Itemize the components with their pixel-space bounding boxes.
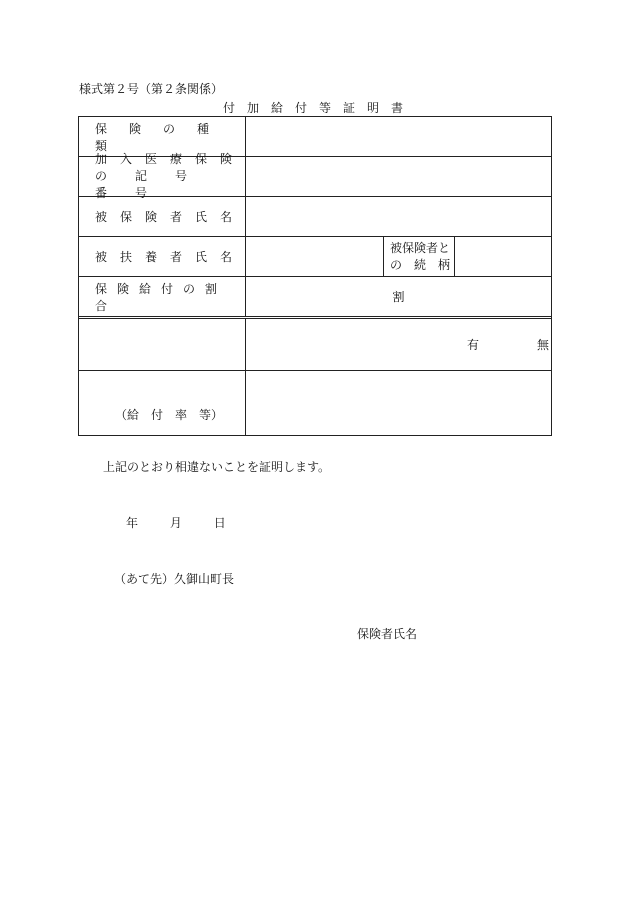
relation-field[interactable]: [455, 237, 551, 276]
insurance-id-label-line1: 加入医療保険: [95, 152, 246, 166]
date-month-label: 月: [169, 516, 182, 530]
addressee: （あて先）久御山町長: [114, 572, 235, 586]
insurance-id-field[interactable]: [246, 157, 551, 196]
certify-text: 上記のとおり相違ないことを証明します。: [103, 460, 331, 474]
certificate-table: [78, 116, 552, 436]
presence-label-cell: [79, 319, 246, 370]
presence-yes-option[interactable]: 有: [467, 338, 480, 352]
row-dependent-name: [79, 237, 551, 277]
relation-label: [383, 237, 455, 276]
dependent-name-label: 被扶養者氏名: [79, 237, 246, 276]
insurance-id-label-line2: の記号番号: [95, 169, 216, 200]
row-insurance-id: [79, 152, 551, 200]
benefit-ratio-unit: 割: [392, 290, 405, 304]
insurance-type-field[interactable]: [246, 117, 551, 156]
insurer-name-label: 保険者氏名: [357, 627, 418, 641]
row-benefit-rate: [79, 371, 551, 435]
row-benefit-ratio: [79, 277, 551, 319]
benefit-ratio-label: 保険給付の割合: [79, 277, 246, 316]
insured-name-label: 被保険者氏名: [79, 197, 246, 236]
relation-label-line2: の 続 柄: [390, 257, 451, 272]
form-number: 様式第２号（第２条関係）: [79, 82, 224, 96]
relation-label-line1: 被保険者と: [390, 240, 451, 255]
benefit-rate-field[interactable]: [246, 371, 551, 435]
presence-cell: [246, 319, 551, 370]
presence-no-option[interactable]: 無: [537, 338, 550, 352]
date-year-label: 年: [126, 516, 139, 530]
date-day-label: 日: [213, 516, 226, 530]
row-presence: [79, 319, 551, 371]
benefit-rate-label: （給 付 率 等）: [79, 371, 246, 435]
row-insured-name: [79, 197, 551, 237]
date-line: [126, 514, 226, 531]
dependent-name-field[interactable]: [246, 237, 383, 276]
insurance-type-label: 保険の種類: [79, 117, 246, 156]
insurance-id-label: [79, 152, 246, 200]
insured-name-field[interactable]: [246, 197, 551, 236]
form-title: 付加給付等証明書: [223, 101, 416, 115]
